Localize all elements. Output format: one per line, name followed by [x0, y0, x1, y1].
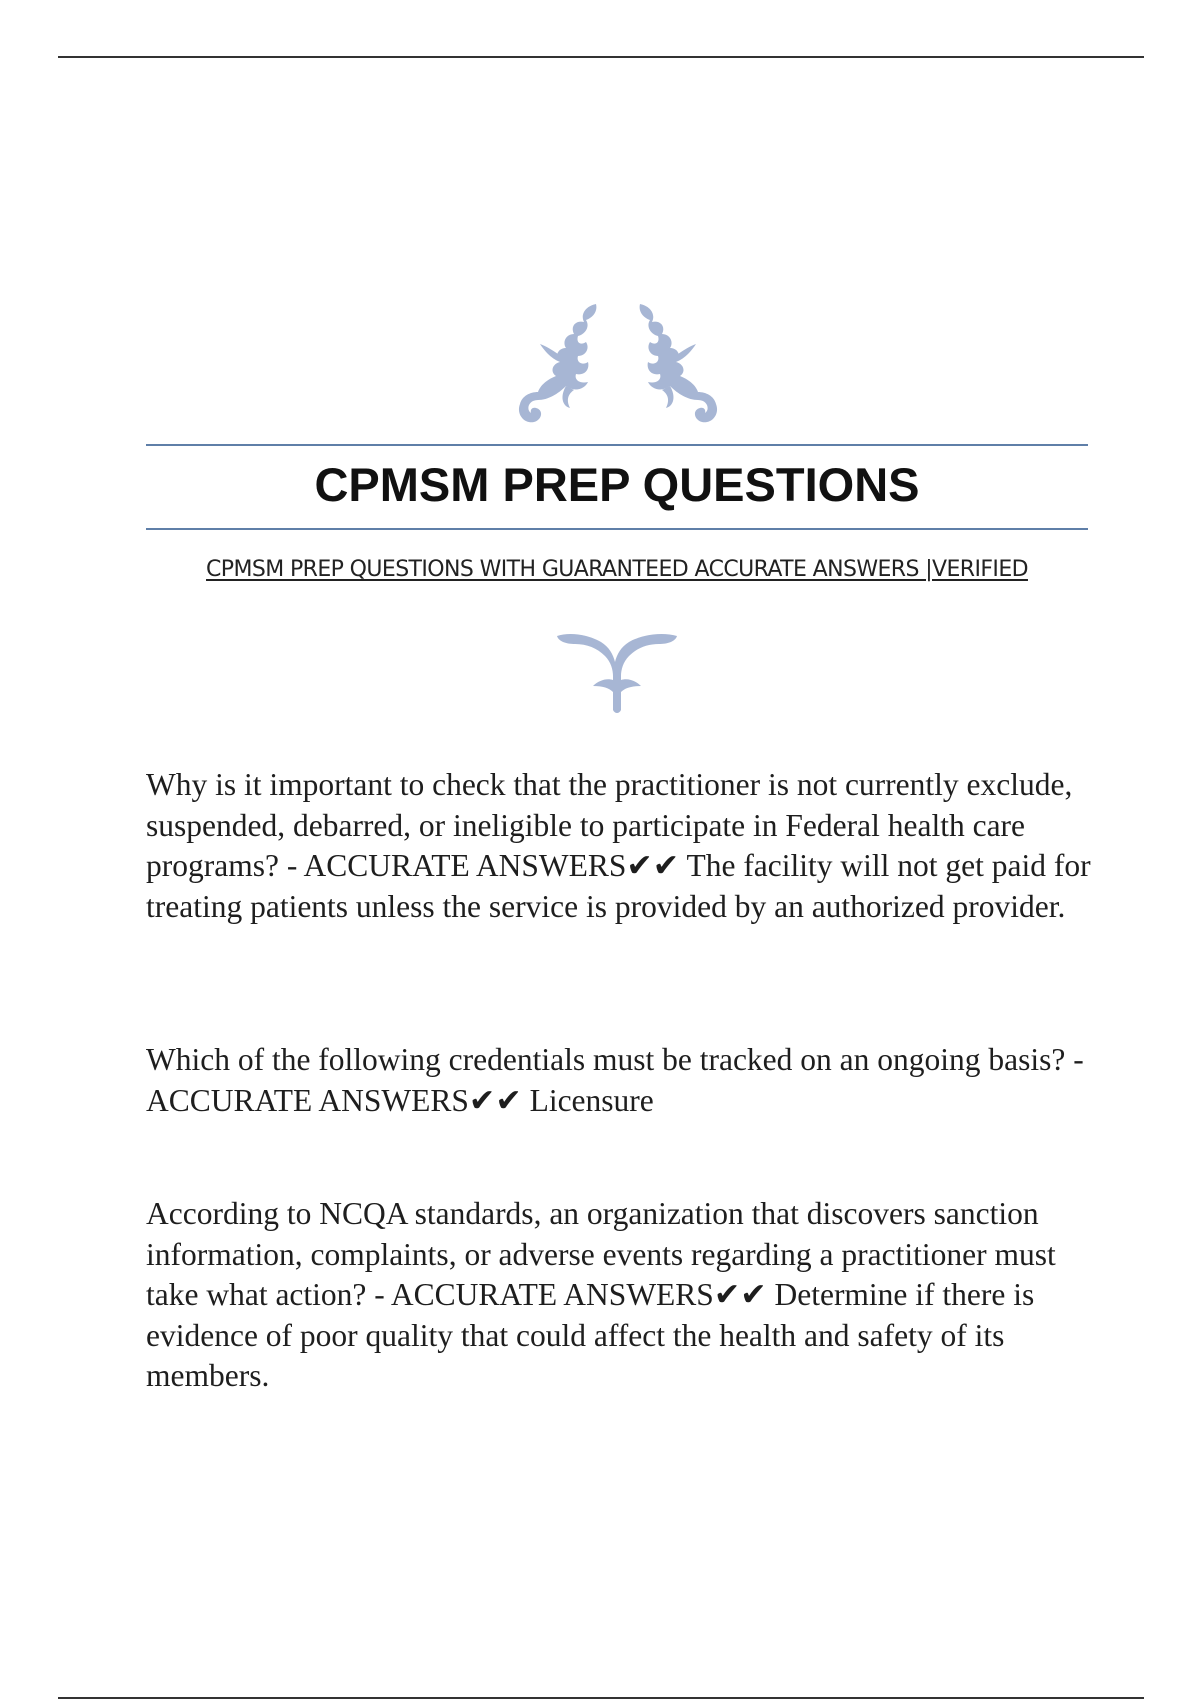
page-top-rule [58, 56, 1144, 58]
qa-item-1: Why is it important to check that the practitioner is not currently exclude, suspended, debarred, or ineligible to participate in Federal health care programs? - ACCURATE ANSWERS✔✔ The facility will not get paid for treating patients unless the service is provided by an authorized provider. [146, 767, 1091, 924]
document-subtitle: CPMSM PREP QUESTIONS WITH GUARANTEED ACCURATE ANSWERS |VERIFIED [206, 557, 1028, 582]
qa-item-3: According to NCQA standards, an organization that discovers sanction information, complaints, or adverse events regarding a practitioner must take what action? - ACCURATE ANSWERS✔✔ Determine if there is evidence of poor quality that could affect the health and safety of its members. [146, 1196, 1056, 1393]
qa-item-2: Which of the following credentials must be tracked on an ongoing basis? - ACCURATE ANSWERS✔✔ Licensure [146, 1042, 1084, 1118]
document-title: CPMSM PREP QUESTIONS [314, 458, 920, 511]
fleuron-divider-icon [553, 630, 681, 714]
page-bottom-rule [58, 1697, 1144, 1699]
floral-scroll-icon [500, 296, 736, 426]
title-bottom-rule [146, 528, 1088, 530]
title-top-rule [146, 444, 1088, 446]
